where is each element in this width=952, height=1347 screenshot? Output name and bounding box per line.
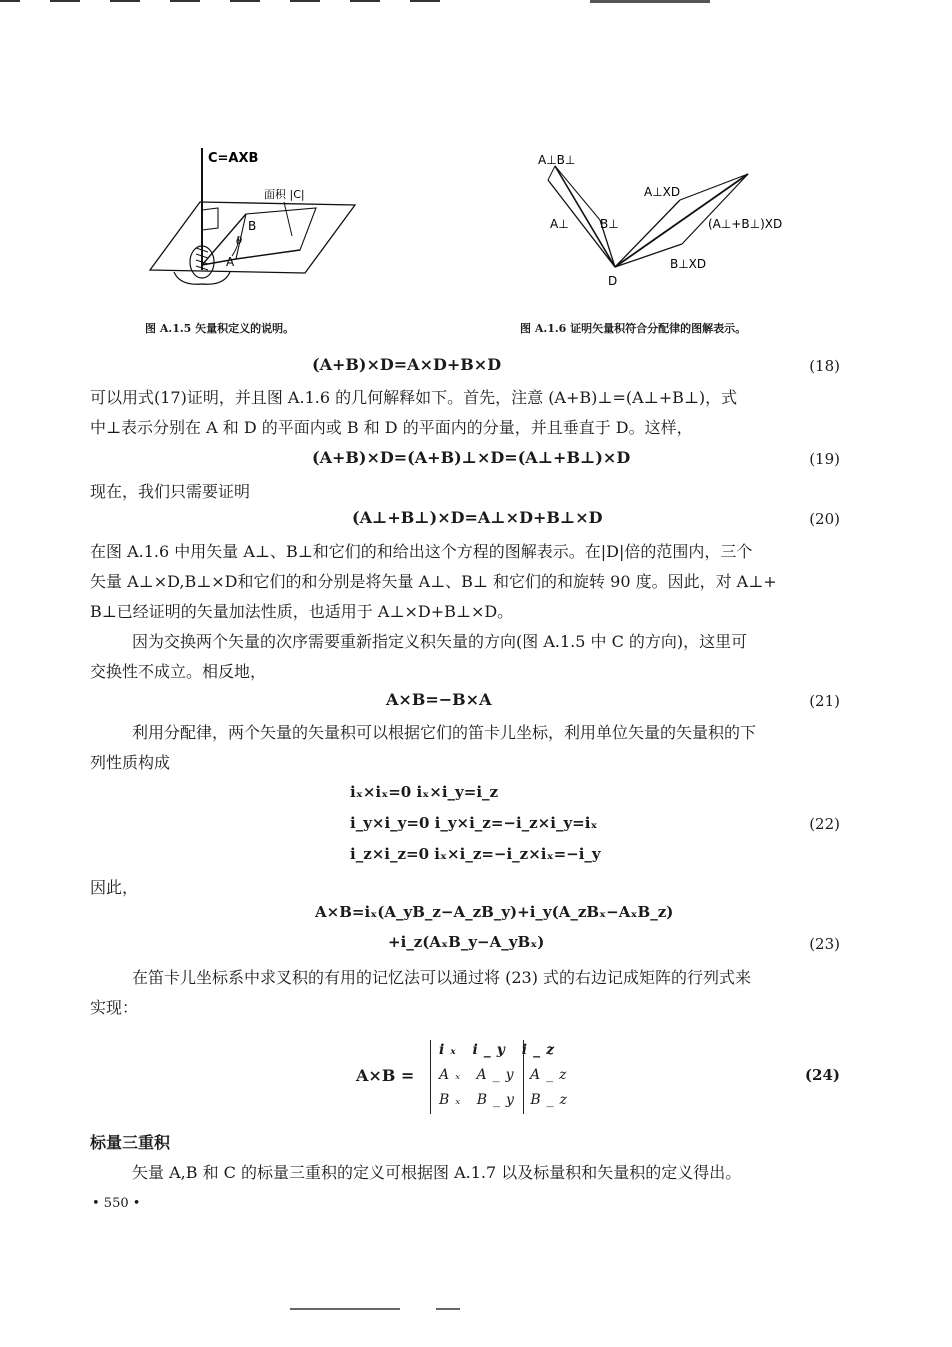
equation-19: (A+B)×D=(A+B)⊥×D=(A⊥+B⊥)×D (312, 448, 631, 467)
area-label: 面积 |C| (264, 188, 305, 201)
paragraph-8: 矢量 A,B 和 C 的标量三重积的定义可根据图 A.1.7 以及标量积和矢量积的定义得出。 (132, 1163, 742, 1182)
determinant-row-3: Bₓ B_y B_z (439, 1092, 574, 1108)
a-perp-label: A⊥ (550, 217, 569, 231)
scan-line (110, 0, 140, 2)
parallel-edge (680, 174, 748, 200)
equation-22-row-2: i_y×i_y=0 i_y×i_z=−i_z×i_y=iₓ (350, 814, 598, 832)
determinant-row-2: Aₓ A_y A_z (439, 1067, 573, 1083)
paragraph-2: 现在，我们只需要证明 (90, 482, 251, 501)
equation-21-number: (21) (809, 692, 840, 710)
b-perp-label: B⊥ (600, 217, 619, 231)
equation-18-number: (18) (809, 357, 840, 375)
scan-line (50, 0, 80, 2)
paragraph-3a: 在图 A.1.6 中用矢量 A⊥、B⊥和它们的和给出这个方程的图解表示。在|D|倍的范围内，三个 (90, 542, 753, 561)
b-label: B (248, 219, 257, 233)
a-label: A (226, 255, 235, 269)
paragraph-4a: 因为交换两个矢量的次序需要重新指定义积矢量的方向(图 A.1.5 中 C 的方向)，这里可 (132, 632, 748, 651)
paragraph-3c: B⊥已经证明的矢量加法性质，也适用于 A⊥×D+B⊥×D。 (90, 602, 514, 621)
scan-line (290, 1308, 400, 1310)
determinant (430, 1040, 574, 1114)
figure-a15-caption: 图 A.1.5 矢量积定义的说明。 (145, 322, 295, 335)
paragraph-4b: 交换性不成立。相反地， (90, 662, 267, 681)
figure-a15 (140, 140, 360, 290)
equation-23-line-2: +i_z(AₓB_y−A_yBₓ) (388, 933, 545, 951)
area-leader (284, 202, 292, 236)
paragraph-3b: 矢量 A⊥×D,B⊥×D和它们的和分别是将矢量 A⊥、B⊥ 和它们的和旋转 90 度。因此，对 A⊥+ (90, 572, 777, 591)
equation-20: (A⊥+B⊥)×D=A⊥×D+B⊥×D (352, 508, 603, 527)
equation-24-number: (24) (804, 1066, 840, 1084)
equation-18: (A+B)×D=A×D+B×D (312, 355, 502, 374)
paragraph-1b: 中⊥表示分别在 A 和 D 的平面内或 B 和 D 的平面内的分量，并且垂直于 D。这样， (90, 418, 693, 437)
section-heading: 标量三重积 (90, 1133, 171, 1152)
parallelogram (236, 208, 316, 259)
theta-label: θ (236, 236, 243, 247)
equation-19-number: (19) (809, 450, 840, 468)
scan-line (410, 0, 440, 2)
page-number: • 550 • (92, 1196, 141, 1211)
sum-edge (555, 166, 600, 220)
d-label: D (608, 274, 618, 288)
scan-line (290, 0, 320, 2)
equation-23-line-1: A×B=iₓ(A_yB_z−A_zB_y)+i_y(A_zBₓ−AₓB_z) (315, 903, 674, 921)
scan-line (0, 0, 20, 2)
paragraph-7a: 在笛卡儿坐标系中求叉积的有用的记忆法可以通过将 (23) 式的右边记成矩阵的行列式来 (132, 968, 752, 987)
paragraph-6: 因此， (90, 878, 139, 897)
paragraph-5b: 列性质构成 (90, 753, 171, 772)
equation-22-number: (22) (809, 815, 840, 833)
scan-line (170, 0, 200, 2)
equation-23-number: (23) (809, 935, 840, 953)
scan-line (350, 0, 380, 2)
figure-a16-caption: 图 A.1.6 证明矢量积符合分配律的图解表示。 (520, 322, 747, 335)
equation-22-row-3: i_z×i_z=0 iₓ×i_z=−i_z×iₓ=−i_y (350, 845, 601, 863)
scan-line (230, 0, 260, 2)
parallel-edge (682, 174, 748, 244)
equation-20-number: (20) (809, 510, 840, 528)
equation-24-lhs: A×B = (356, 1066, 415, 1085)
figure-a16 (530, 140, 790, 290)
equation-22-row-1: iₓ×iₓ=0 iₓ×i_y=i_z (350, 783, 499, 801)
paragraph-5a: 利用分配律，两个矢量的矢量积可以根据它们的笛卡儿坐标，利用单位矢量的矢量积的下 (132, 723, 757, 742)
determinant-row-1: iₓ i_y i_z (439, 1042, 561, 1058)
ab-label: A⊥B⊥ (538, 153, 576, 167)
axd-label: A⊥XD (644, 185, 681, 199)
paragraph-7b: 实现： (90, 998, 139, 1017)
scan-line (590, 0, 710, 3)
scan-line (436, 1308, 460, 1310)
sum-edge (548, 166, 555, 180)
right-angle-mark (202, 208, 218, 230)
equation-21: A×B=−B×A (386, 690, 492, 709)
sum-cross-label: (A⊥+B⊥)XD (708, 217, 783, 231)
paragraph-1a: 可以用式(17)证明，并且图 A.1.6 的几何解释如下。首先，注意 (A+B)⊥=(A⊥+B⊥)，式 (90, 388, 738, 407)
plane-shape (150, 202, 355, 273)
bxd-label: B⊥XD (670, 257, 707, 271)
c-label: C=AXB (208, 151, 259, 166)
